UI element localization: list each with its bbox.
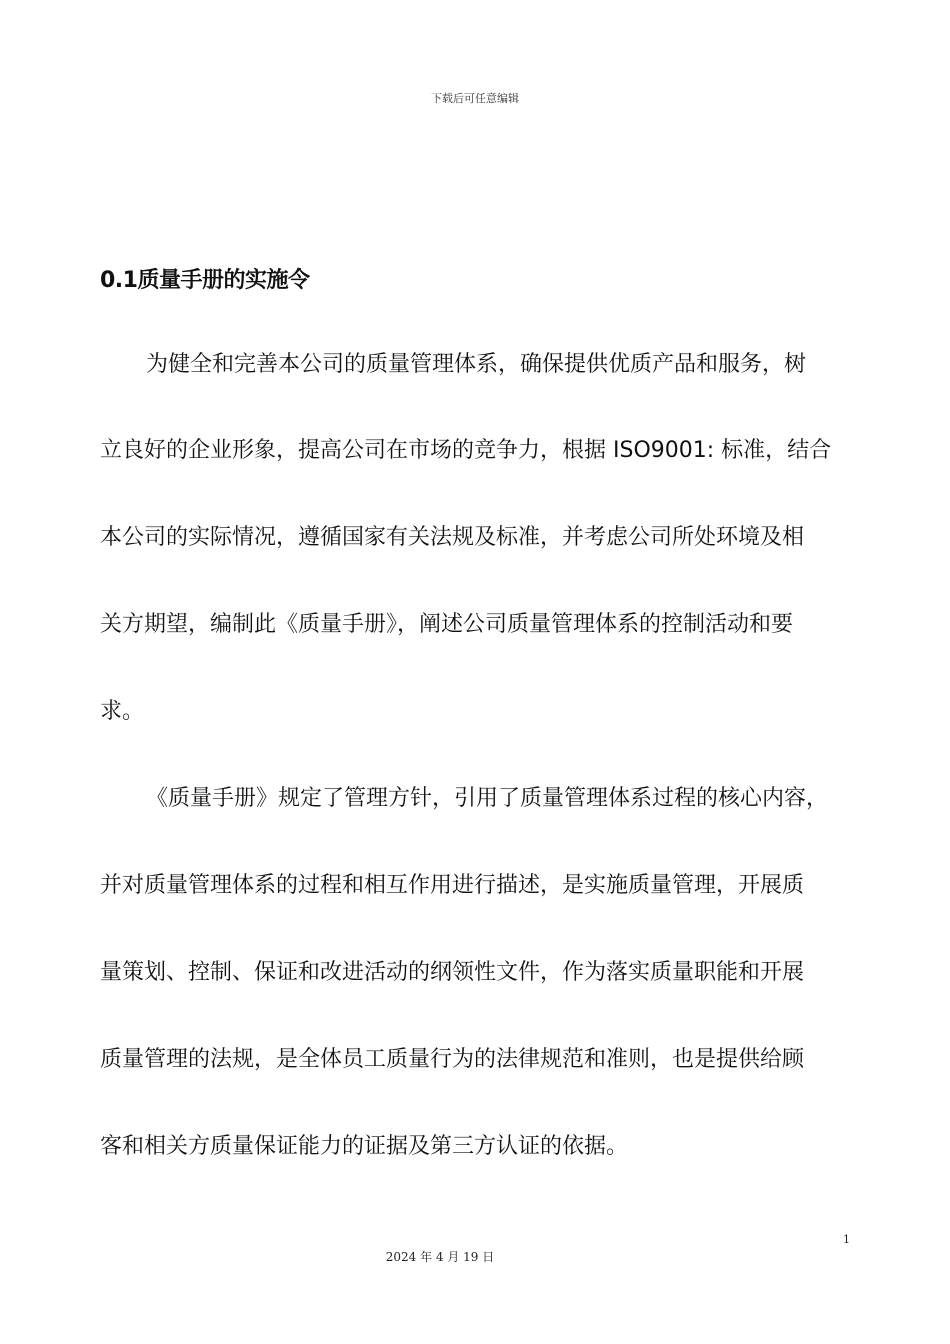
paragraph-1-line-5: 求。 [100, 699, 145, 724]
paragraph-1-line-2: 立良好的企业形象，提高公司在市场的竞争力，根据 ISO9001: 标准，结合 [100, 438, 832, 463]
footer-date: 2024 年 4 月 19 日 [385, 1250, 495, 1264]
paragraph-1-line-4: 关方期望，编制此《质量手册》，阐述公司质量管理体系的控制活动和要 [100, 612, 794, 637]
page-number: 1 [843, 1233, 850, 1246]
header-note: 下载后可任意编辑 [431, 92, 519, 105]
paragraph-2-line-5: 客和相关方质量保证能力的证据及第三方认证的依据。 [100, 1134, 629, 1159]
paragraph-2-line-4: 质量管理的法规，是全体员工质量行为的法律规范和准则，也是提供给顾 [100, 1047, 805, 1072]
document-title: 0.1质量手册的实施令 [100, 268, 310, 293]
paragraph-2-line-1: 《质量手册》规定了管理方针，引用了质量管理体系过程的核心内容， [146, 786, 829, 811]
paragraph-2-line-2: 并对质量管理体系的过程和相互作用进行描述，是实施质量管理，开展质 [100, 873, 805, 898]
paragraph-1-line-3: 本公司的实际情况，遵循国家有关法规及标准，并考虑公司所处环境及相 [100, 525, 805, 550]
paragraph-2-line-3: 量策划、控制、保证和改进活动的纲领性文件，作为落实质量职能和开展 [100, 960, 805, 985]
paragraph-1-line-1: 为健全和完善本公司的质量管理体系，确保提供优质产品和服务，树 [146, 352, 807, 377]
